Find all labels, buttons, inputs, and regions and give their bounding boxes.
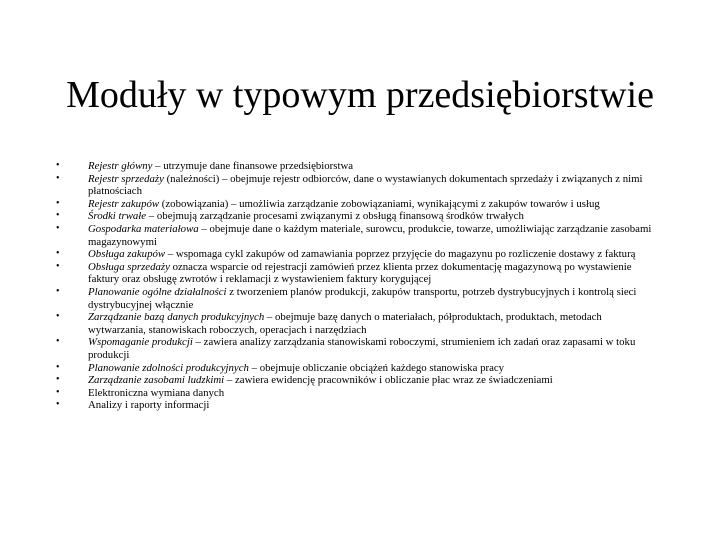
bullet-icon: • (56, 336, 60, 348)
item-content (88, 160, 656, 173)
list-item (56, 374, 656, 387)
bullet-icon: • (56, 210, 60, 222)
item-term: Rejestr zakupów (88, 197, 160, 210)
item-term: Gospodarka materiałowa (88, 222, 199, 235)
item-text: (należności) – obejmuje rejestr odbiorców, dane o wystawianych dokumentach sprzedaży i związanych z nimi płatnościach (88, 172, 643, 198)
item-text: oznacza wsparcie od rejestracji zamówień przez klienta przez dokumentację magazynową po wystawienie faktury oraz obsługę zwrotów i reklamacji z wystawieniem faktury korygującej (88, 260, 632, 286)
item-term: Zarządzanie bazą danych produkcyjnych (88, 311, 265, 324)
list-item (56, 286, 656, 311)
item-term: Środki trwałe (88, 210, 147, 223)
bullet-icon: • (56, 197, 60, 209)
bullet-icon: • (56, 374, 60, 386)
bullet-list (56, 160, 656, 412)
item-term: Obsługa sprzedaży (88, 260, 170, 273)
item-content (88, 210, 656, 223)
item-content (88, 248, 656, 261)
item-text: – utrzymuje dane finansowe przedsiębiorstwa (152, 160, 354, 172)
item-term: Planowanie ogólne działalności (88, 285, 227, 298)
bullet-icon: • (56, 386, 60, 398)
item-term: Wspomaganie produkcji (88, 336, 193, 349)
bullet-icon: • (56, 311, 60, 323)
bullet-icon: • (56, 248, 60, 260)
item-content (88, 387, 656, 400)
bullet-icon: • (56, 285, 60, 297)
item-text: – obejmują zarządzanie procesami związanymi z obsługą finansową środków trwałych (146, 210, 524, 223)
list-item (56, 173, 656, 198)
item-term: Planowanie zdolności produkcyjnych (88, 361, 249, 374)
list-item (56, 362, 656, 375)
item-text: – zawiera ewidencję pracowników i obliczanie płac wraz ze świadczeniami (224, 374, 553, 387)
list-item (56, 399, 656, 412)
slide-title: Moduły w typowym przedsiębiorstwie (66, 74, 654, 116)
item-content (88, 223, 656, 248)
item-content (88, 173, 656, 198)
list-item (56, 248, 656, 261)
bullet-icon: • (56, 399, 60, 411)
item-content (88, 311, 656, 336)
item-term: Zarządzanie zasobami ludzkimi (88, 374, 225, 387)
list-item (56, 210, 656, 223)
list-item (56, 261, 656, 286)
list-item (56, 311, 656, 336)
item-term: Rejestr główny (88, 160, 153, 172)
item-text: Analizy i raporty informacji (88, 399, 210, 412)
bullet-icon: • (56, 172, 60, 184)
item-text: Elektroniczna wymiana danych (88, 386, 225, 399)
list-item (56, 223, 656, 248)
bullet-icon: • (56, 260, 60, 272)
item-text: – obejmuje dane o każdym materiale, surowcu, produkcie, towarze, umożliwiając zarządzanie zasobami magazynowymi (88, 222, 652, 248)
item-text: – obejmuje bazę danych o materiałach, półproduktach, produktach, metodach wytwarzania, stanowiskach roboczych, operacjach i narzędziach (88, 311, 602, 336)
list-item (56, 336, 656, 361)
item-term: Obsługa zakupów (88, 248, 166, 261)
list-item (56, 160, 656, 173)
bullet-icon: • (56, 160, 60, 171)
item-text: – obejmuje obliczanie obciążeń każdego stanowiska pracy (248, 361, 505, 374)
bullet-icon: • (56, 361, 60, 373)
list-item (56, 198, 656, 211)
item-content (88, 198, 656, 211)
item-text: – zawiera analizy zarządzania stanowiskami roboczymi, strumieniem ich zadań oraz zapasami w toku produkcji (88, 336, 636, 361)
item-content (88, 362, 656, 375)
bullet-icon: • (56, 222, 60, 234)
item-content (88, 336, 656, 361)
item-term: Rejestr sprzedaży (88, 172, 164, 185)
item-content (88, 399, 656, 412)
item-content (88, 286, 656, 311)
item-content (88, 374, 656, 387)
item-text: – wspomaga cykl zakupów od zamawiania poprzez przyjęcie do magazynu po rozliczenie dostawy z fakturą (165, 248, 636, 261)
item-text: (zobowiązania) – umożliwia zarządzanie zobowiązaniami, wynikającymi z zakupów towarów i usług (159, 197, 600, 210)
list-item (56, 387, 656, 400)
item-content (88, 261, 656, 286)
item-text: z tworzeniem planów produkcji, zakupów transportu, potrzeb dystrybucyjnych i kontrolą sieci dystrybucyjnej włącznie (88, 285, 637, 311)
